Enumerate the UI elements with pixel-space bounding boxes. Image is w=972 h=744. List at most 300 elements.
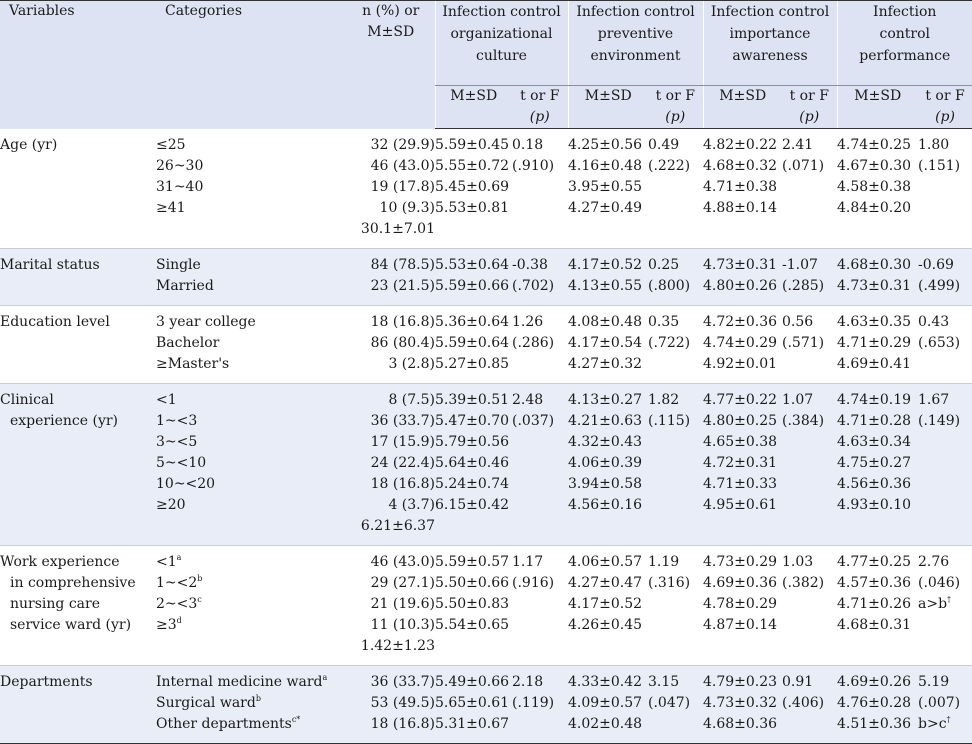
t-value-cell bbox=[918, 693, 972, 714]
category-cell bbox=[156, 384, 347, 412]
msd-cell: 4.73±0.31 bbox=[837, 276, 918, 306]
category-cell bbox=[156, 666, 347, 694]
n-percent-cell: 53 (49.5) bbox=[347, 693, 435, 714]
category-superscript: a bbox=[176, 553, 182, 562]
msd-cell: 4.57±0.36 bbox=[837, 573, 918, 594]
msd-cell: 4.69±0.41 bbox=[837, 354, 918, 384]
posthoc-superscript: † bbox=[947, 595, 952, 604]
n-percent-cell: 17 (15.9) bbox=[347, 432, 435, 453]
t-value-cell bbox=[648, 546, 703, 574]
t-value-cell bbox=[918, 306, 972, 334]
t-value-cell bbox=[512, 219, 568, 249]
t-value-cell bbox=[648, 615, 703, 636]
msd-cell: 4.73±0.32 bbox=[703, 693, 782, 714]
n-percent-cell: 4 (3.7) bbox=[347, 495, 435, 516]
t-value: (.046) bbox=[918, 575, 961, 591]
t-value: 2.18 bbox=[512, 674, 544, 690]
t-value-cell bbox=[782, 693, 837, 714]
n-percent-cell: 36 (33.7) bbox=[347, 411, 435, 432]
t-value: (.037) bbox=[512, 413, 555, 429]
t-value-cell bbox=[918, 177, 972, 198]
msd-cell: 4.76±0.28 bbox=[837, 693, 918, 714]
header-msd: M±SD bbox=[435, 86, 512, 129]
variable-label bbox=[0, 384, 156, 546]
variable-label-line: Work experience bbox=[0, 554, 120, 570]
msd-cell: 4.78±0.29 bbox=[703, 594, 782, 615]
msd-cell bbox=[703, 636, 782, 666]
msd-cell: 4.67±0.30 bbox=[837, 156, 918, 177]
msd-cell: 3.95±0.55 bbox=[568, 177, 648, 198]
msd-cell bbox=[703, 219, 782, 249]
msd-cell: 4.79±0.23 bbox=[703, 666, 782, 694]
t-value-cell bbox=[918, 474, 972, 495]
t-value-cell bbox=[918, 249, 972, 277]
t-value-cell bbox=[512, 411, 568, 432]
category-cell bbox=[156, 354, 347, 384]
t-value-cell bbox=[918, 384, 972, 412]
t-value-cell bbox=[648, 306, 703, 334]
t-value-cell bbox=[782, 474, 837, 495]
t-value: 0.56 bbox=[782, 314, 814, 330]
t-value-cell bbox=[512, 573, 568, 594]
t-value-cell bbox=[512, 306, 568, 334]
t-value-cell bbox=[512, 516, 568, 546]
n-percent-cell: 29 (27.1) bbox=[347, 573, 435, 594]
msd-cell: 4.88±0.14 bbox=[703, 198, 782, 219]
n-percent-cell: 6.21±6.37 bbox=[347, 516, 435, 546]
msd-cell: 4.74±0.29 bbox=[703, 333, 782, 354]
n-percent-cell: 8 (7.5) bbox=[347, 384, 435, 412]
msd-cell: 4.26±0.45 bbox=[568, 615, 648, 636]
msd-cell: 4.13±0.27 bbox=[568, 384, 648, 412]
t-value-cell bbox=[782, 177, 837, 198]
t-value: 0.35 bbox=[648, 314, 680, 330]
category-cell bbox=[156, 156, 347, 177]
t-value-cell bbox=[918, 219, 972, 249]
t-value-cell bbox=[648, 411, 703, 432]
header-categories: Categories bbox=[156, 1, 347, 129]
t-value-cell bbox=[782, 432, 837, 453]
t-value-cell bbox=[648, 129, 703, 157]
category-label: 2~<3 bbox=[156, 596, 198, 612]
variable-label-line: Marital status bbox=[0, 257, 100, 273]
msd-cell: 4.80±0.25 bbox=[703, 411, 782, 432]
t-value-cell bbox=[512, 666, 568, 694]
msd-cell bbox=[568, 636, 648, 666]
t-value: 0.43 bbox=[918, 314, 950, 330]
category-cell bbox=[156, 615, 347, 636]
msd-cell: 4.71±0.26 bbox=[837, 594, 918, 615]
t-value: 1.07 bbox=[782, 392, 814, 408]
t-value: (.406) bbox=[782, 695, 825, 711]
category-label: ≥3 bbox=[156, 617, 177, 633]
msd-cell: 4.74±0.19 bbox=[837, 384, 918, 412]
category-superscript: b bbox=[197, 574, 203, 583]
t-value: 0.91 bbox=[782, 674, 814, 690]
category-label: 1~<3 bbox=[156, 413, 198, 429]
msd-cell: 4.75±0.27 bbox=[837, 453, 918, 474]
msd-cell: 4.17±0.52 bbox=[568, 594, 648, 615]
category-label: Internal medicine ward bbox=[156, 674, 323, 690]
t-value-cell bbox=[648, 198, 703, 219]
msd-cell bbox=[568, 516, 648, 546]
msd-cell: 4.51±0.36 bbox=[837, 714, 918, 744]
msd-cell: 4.63±0.35 bbox=[837, 306, 918, 334]
t-value-cell bbox=[918, 198, 972, 219]
t-value-cell bbox=[918, 546, 972, 574]
t-value: (.499) bbox=[918, 278, 961, 294]
n-percent-cell: 46 (43.0) bbox=[347, 156, 435, 177]
msd-cell: 4.17±0.52 bbox=[568, 249, 648, 277]
t-value-cell bbox=[782, 219, 837, 249]
header-t: t or F (p) bbox=[512, 86, 568, 129]
t-value-cell bbox=[782, 411, 837, 432]
msd-cell: 4.32±0.43 bbox=[568, 432, 648, 453]
variable-label bbox=[0, 306, 156, 384]
msd-cell bbox=[568, 219, 648, 249]
msd-cell: 4.69±0.26 bbox=[837, 666, 918, 694]
msd-cell: 5.59±0.66 bbox=[435, 276, 512, 306]
t-value-cell bbox=[782, 495, 837, 516]
row-group-clinical bbox=[0, 384, 972, 546]
msd-cell: 5.36±0.64 bbox=[435, 306, 512, 334]
msd-cell bbox=[435, 516, 512, 546]
category-cell bbox=[156, 177, 347, 198]
category-label: Other departments bbox=[156, 716, 292, 732]
msd-cell: 5.59±0.57 bbox=[435, 546, 512, 574]
t-value-cell bbox=[512, 432, 568, 453]
t-value: (.119) bbox=[512, 695, 555, 711]
n-percent-cell: 1.42±1.23 bbox=[347, 636, 435, 666]
t-value-cell bbox=[918, 156, 972, 177]
variable-label bbox=[0, 546, 156, 666]
msd-cell: 4.09±0.57 bbox=[568, 693, 648, 714]
header-variables: Variables bbox=[0, 1, 156, 129]
t-value: (.222) bbox=[648, 158, 691, 174]
msd-cell: 5.65±0.61 bbox=[435, 693, 512, 714]
t-value-cell bbox=[512, 177, 568, 198]
msd-cell: 4.56±0.16 bbox=[568, 495, 648, 516]
t-value-cell bbox=[648, 177, 703, 198]
msd-cell: 4.68±0.31 bbox=[837, 615, 918, 636]
t-value-cell bbox=[782, 594, 837, 615]
header-msd: M±SD bbox=[703, 86, 782, 129]
variable-label bbox=[0, 666, 156, 744]
t-value-cell bbox=[782, 306, 837, 334]
t-value-cell bbox=[782, 546, 837, 574]
msd-cell: 4.77±0.22 bbox=[703, 384, 782, 412]
t-value-cell bbox=[648, 573, 703, 594]
t-value: 1.19 bbox=[648, 554, 680, 570]
msd-cell: 4.80±0.26 bbox=[703, 276, 782, 306]
t-value-cell bbox=[918, 432, 972, 453]
t-value: (.151) bbox=[918, 158, 961, 174]
t-value-cell bbox=[648, 384, 703, 412]
category-cell bbox=[156, 453, 347, 474]
t-value: (.115) bbox=[648, 413, 691, 429]
category-superscript: b bbox=[255, 694, 261, 703]
t-value-cell bbox=[918, 516, 972, 546]
msd-cell: 5.53±0.81 bbox=[435, 198, 512, 219]
t-value-cell bbox=[782, 198, 837, 219]
t-value: 1.67 bbox=[918, 392, 950, 408]
msd-cell: 4.27±0.49 bbox=[568, 198, 648, 219]
msd-cell: 4.87±0.14 bbox=[703, 615, 782, 636]
category-label: 10~<20 bbox=[156, 476, 216, 492]
t-value-cell bbox=[512, 714, 568, 744]
category-cell bbox=[156, 411, 347, 432]
t-value: 0.49 bbox=[648, 137, 680, 153]
t-value-cell bbox=[918, 615, 972, 636]
t-value: (.316) bbox=[648, 575, 691, 591]
t-value: (.916) bbox=[512, 575, 555, 591]
t-value-cell bbox=[512, 129, 568, 157]
row-group-work bbox=[0, 546, 972, 666]
t-value: (.007) bbox=[918, 695, 961, 711]
header-t: t or F (p) bbox=[918, 86, 972, 129]
t-value-cell bbox=[782, 333, 837, 354]
variable-label-line: Departments bbox=[0, 674, 93, 690]
t-value-cell bbox=[782, 453, 837, 474]
t-value-cell bbox=[512, 474, 568, 495]
category-cell bbox=[156, 432, 347, 453]
category-label: 1~<2 bbox=[156, 575, 198, 591]
variable-label-line: nursing care bbox=[10, 596, 100, 612]
header-t: t or F (p) bbox=[782, 86, 837, 129]
msd-cell: 4.06±0.57 bbox=[568, 546, 648, 574]
category-superscript: a bbox=[322, 673, 328, 682]
category-label: <1 bbox=[156, 554, 177, 570]
t-value-cell bbox=[782, 714, 837, 744]
variable-label-line: Age (yr) bbox=[0, 136, 58, 153]
msd-cell: 4.92±0.01 bbox=[703, 354, 782, 384]
category-cell bbox=[156, 573, 347, 594]
category-label: <1 bbox=[156, 392, 177, 408]
msd-cell: 4.27±0.32 bbox=[568, 354, 648, 384]
msd-cell: 4.73±0.29 bbox=[703, 546, 782, 574]
t-value-cell bbox=[918, 276, 972, 306]
category-cell bbox=[156, 474, 347, 495]
row-group-dept bbox=[0, 666, 972, 744]
variable-label-line: in comprehensive bbox=[10, 575, 136, 591]
header-group-awareness: Infection control importance awareness bbox=[703, 1, 837, 86]
t-value: (.382) bbox=[782, 575, 825, 591]
category-label: Married bbox=[156, 278, 214, 294]
msd-cell: 5.54±0.65 bbox=[435, 615, 512, 636]
category-cell bbox=[156, 693, 347, 714]
category-label: Bachelor bbox=[156, 335, 220, 351]
msd-cell: 4.33±0.42 bbox=[568, 666, 648, 694]
t-value-cell bbox=[512, 198, 568, 219]
t-value-cell bbox=[918, 354, 972, 384]
n-percent-cell: 10 (9.3) bbox=[347, 198, 435, 219]
t-value-cell bbox=[648, 666, 703, 694]
category-cell bbox=[156, 516, 347, 546]
msd-cell: 4.93±0.10 bbox=[837, 495, 918, 516]
msd-cell: 4.72±0.31 bbox=[703, 453, 782, 474]
category-label: Single bbox=[156, 257, 201, 273]
header-group-culture: Infection control organizational culture bbox=[435, 1, 568, 86]
posthoc-superscript: † bbox=[946, 715, 951, 724]
msd-cell: 4.71±0.38 bbox=[703, 177, 782, 198]
msd-cell: 4.21±0.63 bbox=[568, 411, 648, 432]
t-value-cell bbox=[648, 693, 703, 714]
msd-cell: 5.59±0.64 bbox=[435, 333, 512, 354]
msd-cell: 4.68±0.30 bbox=[837, 249, 918, 277]
t-value-cell bbox=[648, 219, 703, 249]
msd-cell bbox=[435, 636, 512, 666]
msd-cell: 4.58±0.38 bbox=[837, 177, 918, 198]
variable-label-line: Clinical bbox=[0, 392, 54, 408]
t-value-cell bbox=[782, 276, 837, 306]
category-cell bbox=[156, 276, 347, 306]
category-cell bbox=[156, 546, 347, 574]
t-value-cell bbox=[918, 573, 972, 594]
t-value-cell bbox=[512, 354, 568, 384]
n-percent-cell: 84 (78.5) bbox=[347, 249, 435, 277]
msd-cell: 4.68±0.32 bbox=[703, 156, 782, 177]
table-row bbox=[0, 546, 972, 574]
variable-label bbox=[0, 129, 156, 249]
msd-cell: 5.39±0.51 bbox=[435, 384, 512, 412]
msd-cell: 5.53±0.64 bbox=[435, 249, 512, 277]
msd-cell: 4.74±0.25 bbox=[837, 129, 918, 157]
t-value: 3.15 bbox=[648, 674, 680, 690]
msd-cell: 3.94±0.58 bbox=[568, 474, 648, 495]
t-value: 5.19 bbox=[918, 674, 950, 690]
msd-cell: 5.79±0.56 bbox=[435, 432, 512, 453]
header-n: n (%) or M±SD bbox=[347, 1, 435, 129]
category-superscript: c* bbox=[291, 715, 301, 724]
msd-cell: 5.31±0.67 bbox=[435, 714, 512, 744]
msd-cell: 4.25±0.56 bbox=[568, 129, 648, 157]
n-percent-cell: 18 (16.8) bbox=[347, 474, 435, 495]
n-percent-cell: 36 (33.7) bbox=[347, 666, 435, 694]
t-value-cell bbox=[648, 594, 703, 615]
msd-cell: 5.64±0.46 bbox=[435, 453, 512, 474]
msd-cell: 5.50±0.83 bbox=[435, 594, 512, 615]
t-value-cell bbox=[782, 636, 837, 666]
t-value-cell bbox=[782, 129, 837, 157]
msd-cell: 4.08±0.48 bbox=[568, 306, 648, 334]
t-value: 2.48 bbox=[512, 392, 544, 408]
n-percent-cell: 24 (22.4) bbox=[347, 453, 435, 474]
t-value-cell bbox=[512, 333, 568, 354]
t-value-cell bbox=[512, 495, 568, 516]
t-value: 2.76 bbox=[918, 554, 950, 570]
msd-cell: 5.27±0.85 bbox=[435, 354, 512, 384]
t-value: 0.18 bbox=[512, 137, 544, 153]
t-value-cell bbox=[512, 453, 568, 474]
t-value-cell bbox=[648, 354, 703, 384]
t-value: (.571) bbox=[782, 335, 825, 351]
t-value: 1.80 bbox=[918, 137, 950, 153]
category-cell bbox=[156, 249, 347, 277]
t-value: (.384) bbox=[782, 413, 825, 429]
t-value: (.910) bbox=[512, 158, 555, 174]
table-row bbox=[0, 384, 972, 412]
t-value-cell bbox=[782, 249, 837, 277]
t-value-cell bbox=[512, 693, 568, 714]
t-value: 0.25 bbox=[648, 257, 680, 273]
msd-cell: 4.72±0.36 bbox=[703, 306, 782, 334]
msd-cell: 4.71±0.28 bbox=[837, 411, 918, 432]
t-value: -0.38 bbox=[512, 257, 548, 273]
t-value-cell bbox=[782, 384, 837, 412]
msd-cell: 4.82±0.22 bbox=[703, 129, 782, 157]
t-value: 1.03 bbox=[782, 554, 814, 570]
t-value: -0.69 bbox=[918, 257, 954, 273]
msd-cell: 4.13±0.55 bbox=[568, 276, 648, 306]
t-value: (.653) bbox=[918, 335, 961, 351]
t-value: b>c bbox=[918, 716, 947, 732]
n-percent-cell: 21 (19.6) bbox=[347, 594, 435, 615]
n-percent-cell: 11 (10.3) bbox=[347, 615, 435, 636]
n-percent-cell: 19 (17.8) bbox=[347, 177, 435, 198]
variable-label-line: service ward (yr) bbox=[10, 617, 132, 633]
n-percent-cell: 46 (43.0) bbox=[347, 546, 435, 574]
msd-cell: 4.73±0.31 bbox=[703, 249, 782, 277]
t-value-cell bbox=[918, 666, 972, 694]
variable-label bbox=[0, 249, 156, 306]
category-label: ≥41 bbox=[156, 200, 186, 216]
t-value-cell bbox=[648, 516, 703, 546]
t-value-cell bbox=[512, 249, 568, 277]
t-value: (.702) bbox=[512, 278, 555, 294]
t-value-cell bbox=[512, 615, 568, 636]
n-percent-cell: 32 (29.9) bbox=[347, 129, 435, 157]
msd-cell: 5.59±0.45 bbox=[435, 129, 512, 157]
table-header bbox=[0, 1, 972, 129]
msd-cell: 4.56±0.36 bbox=[837, 474, 918, 495]
category-label: 31~40 bbox=[156, 179, 204, 195]
msd-cell: 4.71±0.29 bbox=[837, 333, 918, 354]
category-label: ≤25 bbox=[156, 136, 186, 153]
category-label: 5~<10 bbox=[156, 455, 207, 471]
msd-cell: 5.50±0.66 bbox=[435, 573, 512, 594]
t-value-cell bbox=[648, 453, 703, 474]
t-value-cell bbox=[648, 156, 703, 177]
t-value: 2.41 bbox=[782, 137, 814, 153]
category-superscript: d bbox=[176, 616, 182, 625]
t-value-cell bbox=[782, 666, 837, 694]
t-value-cell bbox=[782, 156, 837, 177]
t-value-cell bbox=[648, 636, 703, 666]
msd-cell: 4.17±0.54 bbox=[568, 333, 648, 354]
category-label: Surgical ward bbox=[156, 695, 256, 711]
category-label: 3 year college bbox=[156, 314, 256, 330]
t-value-cell bbox=[918, 495, 972, 516]
t-value-cell bbox=[918, 636, 972, 666]
row-group-education bbox=[0, 306, 972, 384]
t-value-cell bbox=[648, 495, 703, 516]
category-cell bbox=[156, 636, 347, 666]
category-cell bbox=[156, 129, 347, 157]
t-value-cell bbox=[512, 156, 568, 177]
category-label: 26~30 bbox=[156, 158, 204, 174]
t-value-cell bbox=[512, 546, 568, 574]
category-label: ≥20 bbox=[156, 497, 186, 513]
t-value: 1.26 bbox=[512, 314, 544, 330]
category-label: 3~<5 bbox=[156, 434, 198, 450]
category-cell bbox=[156, 714, 347, 744]
n-percent-cell: 3 (2.8) bbox=[347, 354, 435, 384]
msd-cell: 4.65±0.38 bbox=[703, 432, 782, 453]
t-value-cell bbox=[918, 129, 972, 157]
t-value-cell bbox=[648, 249, 703, 277]
category-cell bbox=[156, 198, 347, 219]
msd-cell: 4.68±0.36 bbox=[703, 714, 782, 744]
